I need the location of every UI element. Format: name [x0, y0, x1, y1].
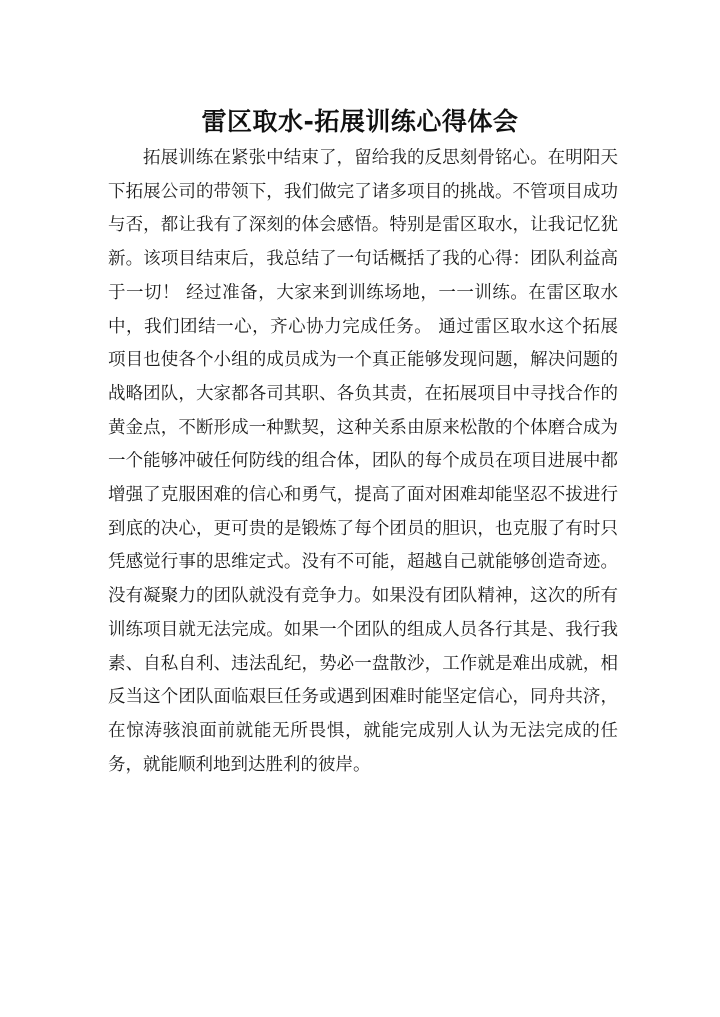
document-title: 雷区取水-拓展训练心得体会 [201, 106, 519, 136]
document-paragraph: 拓展训练在紧张中结束了，留给我的反思刻骨铭心。在明阳天下拓展公司的带领下，我们做完了诸多项目的挑战。不管项目成功与否，都让我有了深刻的体会感悟。特别是雷区取水，让我记忆犹新。该项目结束后，我总结了一句话概括了我的心得：团队利益高于一切！ 经过准备，大家来到训练场地，一一训练。在雷区取水中，我们团结一心，齐心协力完成任务。 通过雷区取水这个拓展项目也使各个小组的成员成为一个真正能够发现问题，解决问题的战略团队，大家都各司其职、各负其责，在拓展项目中寻找合作的黄金点，不断形成一种默契，这种关系由原来松散的个体磨合成为一个能够冲破任何防线的组合体，团队的每个成员在项目进展中都增强了克服困难的信心和勇气，提高了面对困难却能坚忍不拔进行到底的决心，更可贵的是锻炼了每个团员的胆识，也克服了有时只凭感觉行事的思维定式。没有不可能，超越自己就能够创造奇迹。没有凝聚力的团队就没有竞争力。如果没有团队精神，这次的所有训练项目就无法完成。如果一个团队的组成人员各行其是、我行我素、自私自利、违法乱纪，势必一盘散沙，工作就是难出成就，相反当这个团队面临艰巨任务或遇到困难时能坚定信心，同舟共济，在惊涛骇浪面前就能无所畏惧，就能完成别人认为无法完成的任务，就能顺利地到达胜利的彼岸。 [108, 148, 618, 775]
